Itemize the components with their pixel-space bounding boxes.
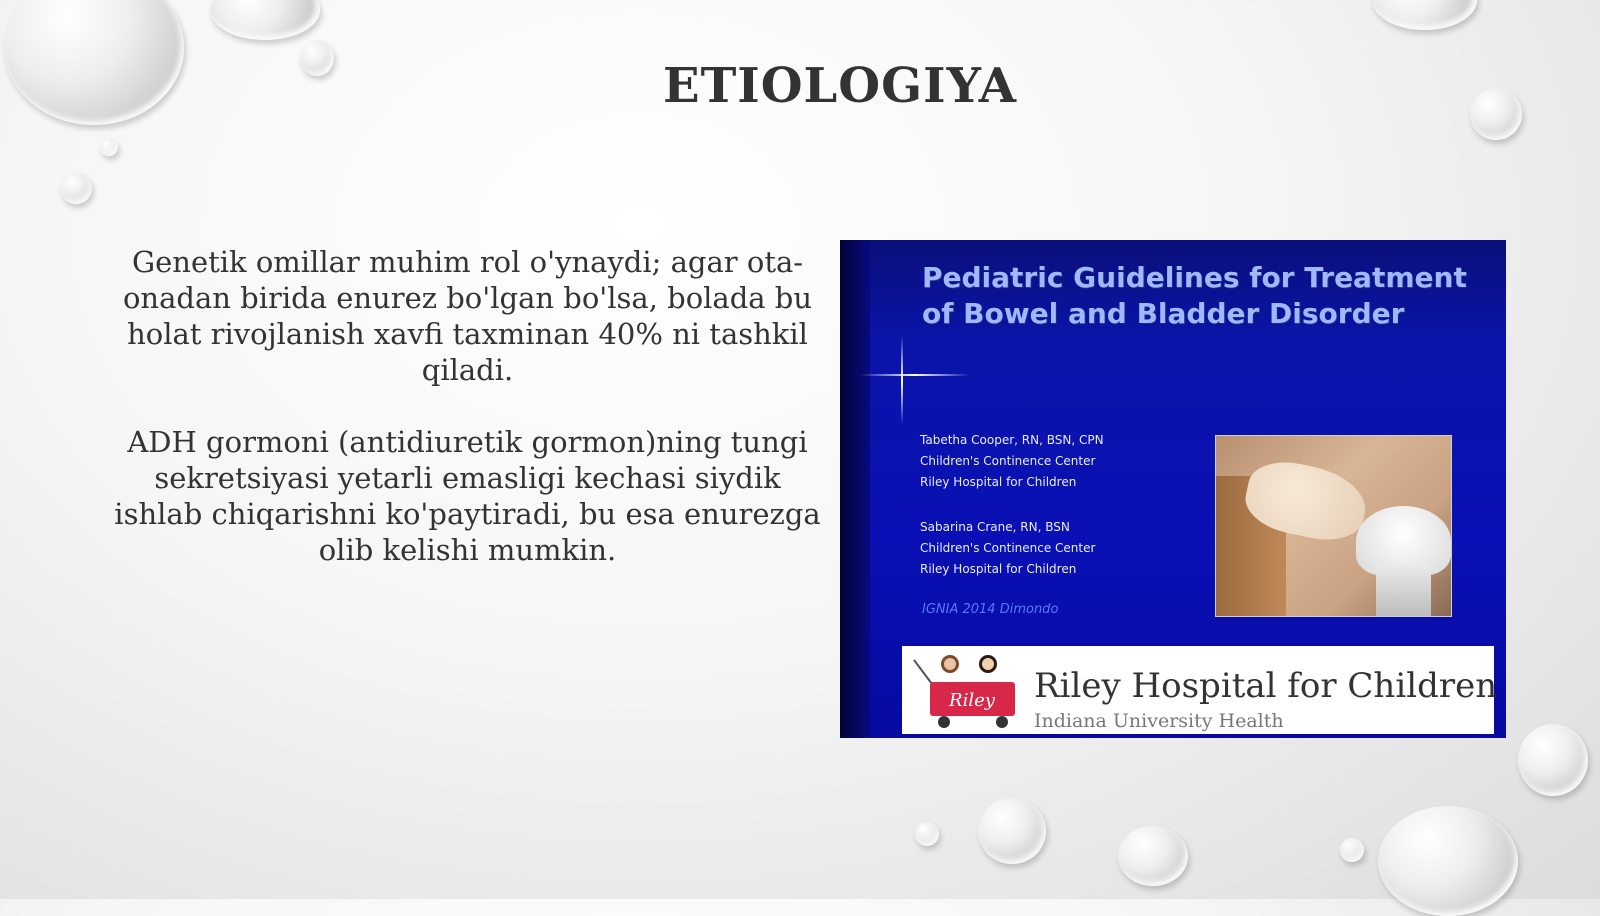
author-line: Children's Continence Center [920, 541, 1096, 555]
image-dark-side-bar [840, 240, 870, 738]
slide-body [110, 244, 825, 604]
author-line: Riley Hospital for Children [920, 475, 1077, 489]
author-line: Tabetha Cooper, RN, BSN, CPN [920, 433, 1104, 447]
authors-block [920, 430, 1180, 493]
water-drop-decoration [1118, 826, 1188, 886]
pediatric-guidelines-image [840, 240, 1506, 738]
paragraph-genetics: Genetik omillar muhim rol o'ynaydi; agar ota-onadan birida enurez bo'lgan bo'lsa, bolada bu holat rivojlanish xavfi taxminan 40% ni tashkil qiladi. [122, 245, 813, 387]
water-drop-decoration [1378, 806, 1518, 916]
sparkle-icon [860, 374, 970, 376]
riley-wagon-logo-icon [910, 650, 1020, 730]
water-drop-decoration [1518, 724, 1588, 796]
logo-text: Riley [949, 690, 995, 711]
author-line: Children's Continence Center [920, 454, 1096, 468]
banner-title: Riley Hospital for Children [1034, 666, 1498, 706]
conference-label: IGNIA 2014 Dimondo [922, 602, 1059, 617]
water-drop-decoration [1372, 0, 1477, 30]
authors-block [920, 517, 1180, 580]
water-drop-decoration [1340, 838, 1364, 862]
child-toilet-photo [1215, 435, 1452, 617]
photo-toilet-base [1376, 566, 1431, 616]
author-line: Riley Hospital for Children [920, 562, 1077, 576]
author-line: Sabarina Crane, RN, BSN [920, 520, 1070, 534]
slide-title: ETIOLOGIYA [662, 58, 1017, 114]
banner-subtitle: Indiana University Health [1034, 710, 1284, 732]
water-drop-decoration [60, 172, 92, 204]
paragraph-adh-hormone: ADH gormoni (antidiuretik gormon)ning tungi sekretsiyasi yetarli emasligi kechasi siydik ishlab chiqarishni ko'paytiradi, bu esa enurezga olib kelishi mumkin. [114, 425, 821, 567]
water-drop-decoration [978, 798, 1046, 864]
image-title: Pediatric Guidelines for Treatment of Bowel and Bladder Disorder [922, 261, 1467, 330]
water-drop-decoration [915, 822, 939, 846]
water-drop-decoration [100, 138, 118, 156]
riley-hospital-banner [902, 646, 1498, 734]
sparkle-icon [901, 335, 903, 425]
water-drop-decoration [210, 0, 320, 40]
